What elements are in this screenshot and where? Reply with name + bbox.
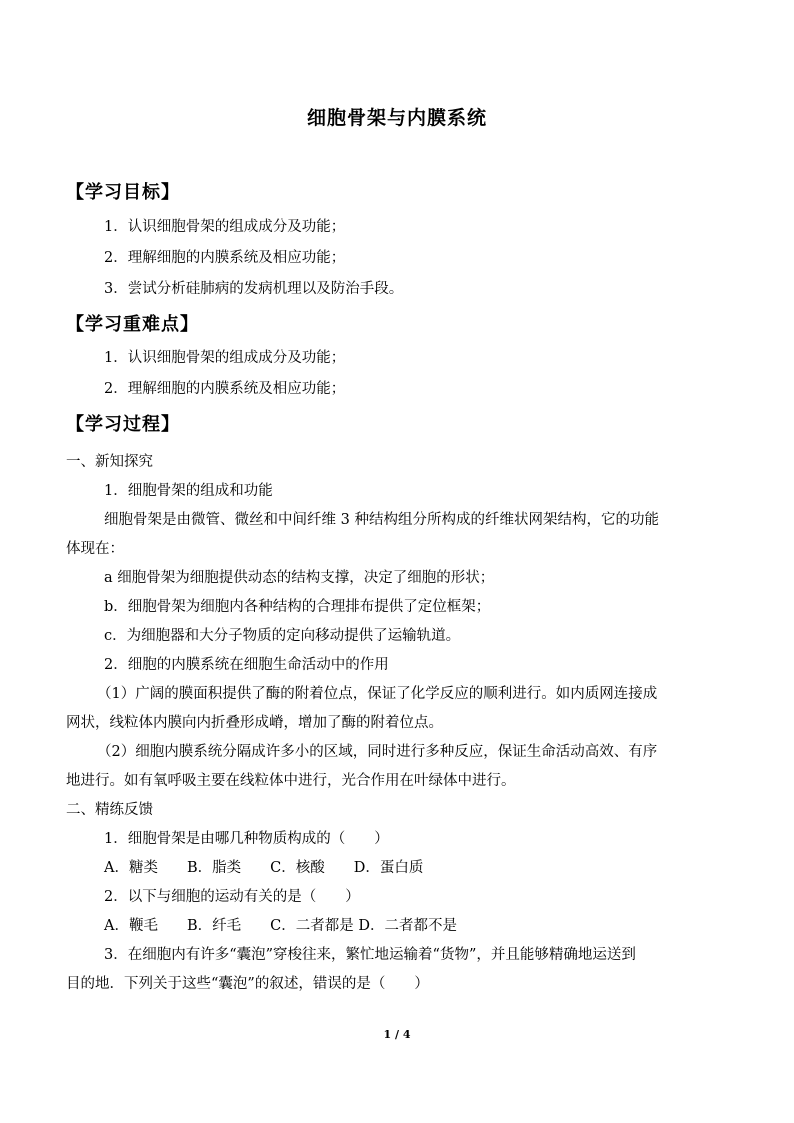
question: 3．在细胞内有许多“囊泡”穿梭往来，繁忙地运输着“货物”，并且能够精确地运送到 — [104, 947, 636, 963]
section-heading-key-points: 【学习重难点】 — [66, 314, 199, 335]
list-item: c．为细胞器和大分子物质的定向移动提供了运输轨道。 — [104, 628, 461, 644]
part-heading: 一、新知探究 — [66, 454, 153, 470]
question: 2．以下与细胞的运动有关的是（ ） — [104, 889, 360, 905]
page-number: 1 / 4 — [383, 1028, 411, 1041]
question: 目的地．下列关于这些“囊泡”的叙述，错误的是（ ） — [66, 976, 429, 992]
paragraph-line: （1）广阔的膜面积提供了酶的附着位点，保证了化学反应的顺利进行。如内质网连接成 — [97, 686, 658, 702]
question-options: A．糖类 B．脂类 C．核酸 D．蛋白质 — [104, 860, 424, 876]
paragraph-line: 地进行。如有氧呼吸主要在线粒体中进行，光合作用在叶绿体中进行。 — [66, 773, 516, 789]
objective-item: 2．理解细胞的内膜系统及相应功能； — [104, 250, 346, 266]
key-point-item: 2．理解细胞的内膜系统及相应功能； — [104, 381, 346, 397]
list-item: a 细胞骨架为细胞提供动态的结构支撑，决定了细胞的形状； — [104, 570, 495, 586]
paragraph-line: （2）细胞内膜系统分隔成许多小的区域，同时进行多种反应，保证生命活动高效、有序 — [97, 744, 658, 760]
question-options: A．鞭毛 B．纤毛 C．二者都是 D．二者都不是 — [104, 918, 457, 934]
section-heading-objectives: 【学习目标】 — [66, 182, 180, 203]
paragraph-line: 细胞骨架是由微管、微丝和中间纤维 3 种结构组分所构成的纤维状网架结构，它的功能 — [104, 512, 659, 528]
sub-heading: 1．细胞骨架的组成和功能 — [104, 483, 273, 499]
paragraph-line: 体现在： — [66, 541, 124, 557]
objective-item: 1．认识细胞骨架的组成成分及功能； — [104, 219, 346, 235]
objective-item: 3．尝试分析硅肺病的发病机理以及防治手段。 — [104, 281, 404, 297]
question: 1．细胞骨架是由哪几种物质构成的（ ） — [104, 831, 389, 847]
part-heading: 二、精练反馈 — [66, 802, 153, 818]
sub-heading: 2．细胞的内膜系统在细胞生命活动中的作用 — [104, 657, 389, 673]
page-title: 细胞骨架与内膜系统 — [306, 107, 487, 129]
key-point-item: 1．认识细胞骨架的组成成分及功能； — [104, 350, 346, 366]
section-heading-process: 【学习过程】 — [66, 414, 180, 435]
list-item: b．细胞骨架为细胞内各种结构的合理排布提供了定位框架； — [104, 599, 491, 615]
paragraph-line: 网状，线粒体内膜向内折叠形成嵴，增加了酶的附着位点。 — [66, 715, 443, 731]
